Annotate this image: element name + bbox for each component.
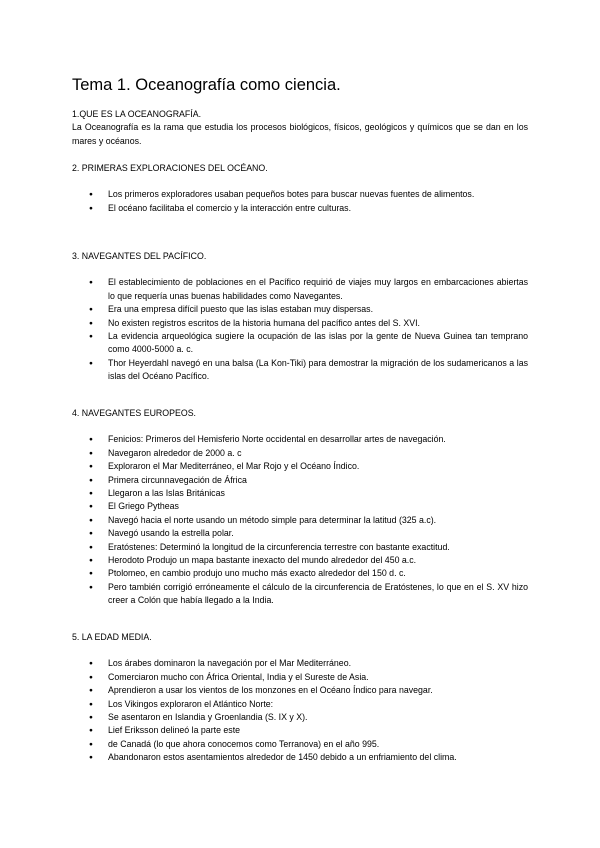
section-heading: 3. NAVEGANTES DEL PACÍFICO.	[72, 251, 207, 261]
list-item: ● Los primeros exploradores usaban pequeños botes para buscar nuevas fuentes de alimentos.	[72, 188, 528, 201]
section-heading: 5. LA EDAD MEDIA.	[72, 632, 152, 642]
list-item: ● Los Vikingos exploraron el Atlántico Norte:	[72, 698, 528, 711]
section-heading: 4. NAVEGANTES EUROPEOS.	[72, 408, 197, 418]
bullet-list	[72, 276, 528, 383]
list-item: ● Herodoto Produjo un mapa bastante inexacto del mundo alrededor del 450 a.c.	[72, 554, 528, 567]
section-heading: 1.QUE ES LA OCEANOGRAFÍA.	[72, 109, 202, 119]
list-item: ● El océano facilitaba el comercio y la interacción entre culturas.	[72, 202, 528, 215]
section-1	[72, 108, 528, 148]
page-title: Tema 1. Oceanografía como ciencia.	[72, 76, 341, 94]
list-item: ● Navegó hacia el norte usando un método simple para determinar la latitud (325 a.c).	[72, 514, 528, 527]
list-item: ● Ptolomeo, en cambio produjo uno mucho más exacto alrededor del 150 d. c.	[72, 567, 528, 580]
list-item: ● Abandonaron estos asentamientos alrededor de 1450 debido a un enfriamiento del clima.	[72, 751, 528, 764]
list-item: ● Comerciaron mucho con África Oriental, India y el Sureste de Asia.	[72, 671, 528, 684]
list-item: ● La evidencia arqueológica sugiere la ocupación de las islas por la gente de Nueva Guinea tan temprano como 4000-5000 a. c.	[72, 330, 528, 357]
list-item: ● Los árabes dominaron la navegación por el Mar Mediterráneo.	[72, 657, 528, 670]
section-2	[72, 162, 528, 215]
bullet-list	[72, 188, 528, 215]
list-item: ● Primera circunnavegación de África	[72, 474, 528, 487]
bullet-list	[72, 433, 528, 607]
section-heading: 2. PRIMERAS EXPLORACIONES DEL OCÉANO.	[72, 163, 268, 173]
list-item: ● Era una empresa difícil puesto que las islas estaban muy dispersas.	[72, 303, 528, 316]
list-item: ● Eratóstenes: Determinó la longitud de la circunferencia terrestre con bastante exactitud.	[72, 541, 528, 554]
section-3	[72, 250, 528, 384]
list-item: ● Fenicios: Primeros del Hemisferio Norte occidental en desarrollar artes de navegación.	[72, 433, 528, 446]
list-item: ● El establecimiento de poblaciones en el Pacífico requirió de viajes muy largos en embarcaciones abiertas lo que requería unas buenas habilidades como Navegantes.	[72, 276, 528, 303]
list-item: ● Se asentaron en Islandia y Groenlandia (S. IX y X).	[72, 711, 528, 724]
section-4	[72, 407, 528, 608]
list-item: ● de Canadá (lo que ahora conocemos como Terranova) en el año 995.	[72, 738, 528, 751]
list-item: ● Navegaron alrededor de 2000 a. c	[72, 447, 528, 460]
list-item: ● Pero también corrigió erróneamente el cálculo de la circunferencia de Eratóstenes, lo que en el S. XV hizo creer a Colón que había llegado a la India.	[72, 581, 528, 608]
list-item: ● Thor Heyerdahl navegó en una balsa (La Kon-Tiki) para demostrar la migración de los sudamericanos a las islas del Océano Pacífico.	[72, 357, 528, 384]
section-5	[72, 631, 528, 765]
list-item: ● Exploraron el Mar Mediterráneo, el Mar Rojo y el Océano Índico.	[72, 460, 528, 473]
list-item: ● Navegó usando la estrella polar.	[72, 527, 528, 540]
list-item: ● Llegaron a las Islas Británicas	[72, 487, 528, 500]
section-paragraph: La Oceanografía es la rama que estudia los procesos biológicos, físicos, geológicos y químicos que se dan en los mares y océanos.	[72, 122, 528, 146]
list-item: ● Lief Eriksson delineó la parte este	[72, 724, 528, 737]
list-item: ● Aprendieron a usar los vientos de los monzones en el Océano Índico para navegar.	[72, 684, 528, 697]
list-item: ● El Griego Pytheas	[72, 500, 528, 513]
bullet-list	[72, 657, 528, 764]
list-item: ● No existen registros escritos de la historia humana del pacífico antes del S. XVI.	[72, 317, 528, 330]
